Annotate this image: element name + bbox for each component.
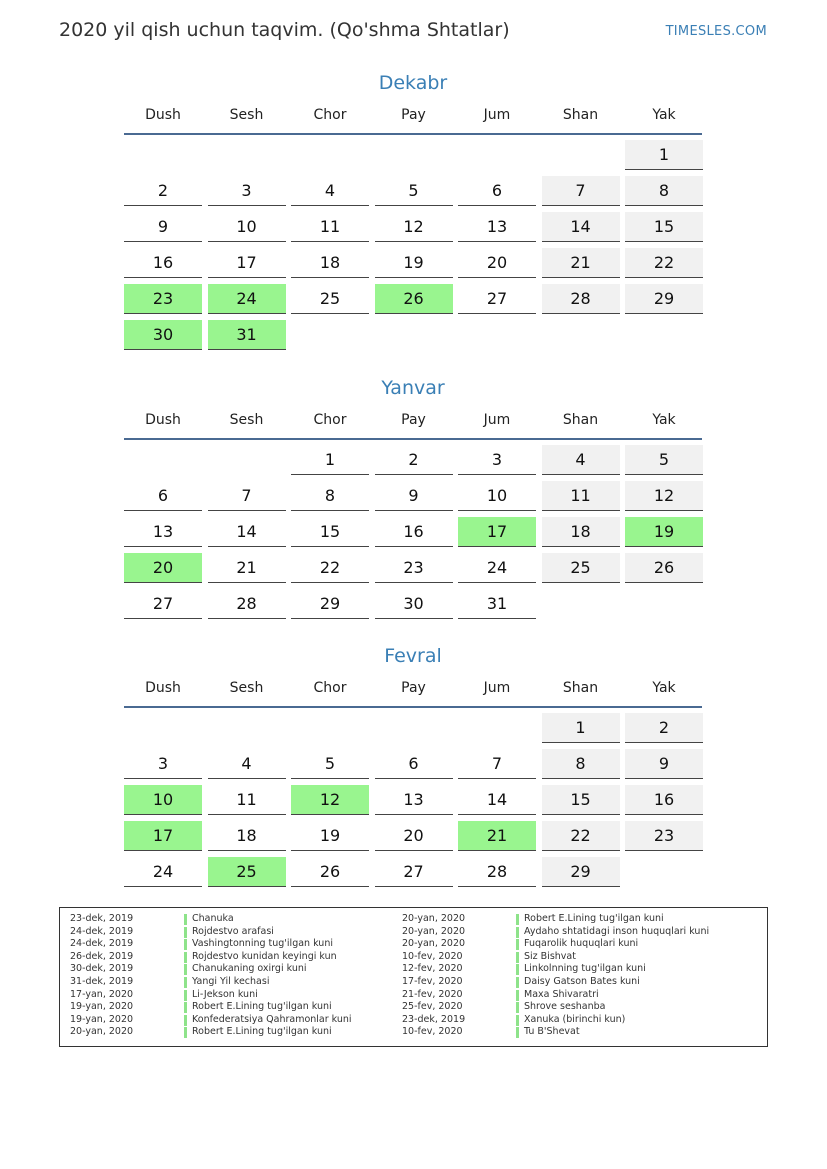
- weekday-label: Chor: [313, 107, 347, 123]
- holiday-name: Robert E.Lining tug'ilgan kuni: [192, 1026, 332, 1038]
- day-cell: 1: [542, 713, 620, 743]
- weekday-label: Dush: [145, 680, 181, 696]
- holiday-entry: [392, 989, 762, 1002]
- holiday-date: 20-yan, 2020: [402, 913, 466, 924]
- day-cell: 11: [542, 481, 620, 511]
- day-cell: 9: [124, 212, 202, 242]
- day-cell: 10: [208, 212, 286, 242]
- holiday-marker: [516, 927, 519, 938]
- day-cell: 18: [542, 517, 620, 547]
- day-cell: 5: [375, 176, 453, 206]
- holiday-date: 26-dek, 2019: [70, 950, 134, 962]
- weekday-label: Dush: [145, 107, 181, 123]
- day-cell: 24: [458, 553, 536, 583]
- day-cell: 12: [375, 212, 453, 242]
- day-cell: 25: [291, 284, 369, 314]
- day-cell: 27: [124, 589, 202, 619]
- holiday-date: 30-dek, 2019: [70, 963, 134, 975]
- day-cell: 30: [375, 589, 453, 619]
- holiday-date: 19-yan, 2020: [70, 1013, 134, 1025]
- month-february: [124, 642, 702, 893]
- day-cell: 5: [291, 749, 369, 779]
- holiday-date: 23-dek, 2019: [70, 913, 134, 924]
- day-cell: 7: [458, 749, 536, 779]
- weekday-label: Yak: [652, 107, 676, 123]
- holiday-marker: [516, 1027, 519, 1038]
- holiday-date: 17-yan, 2020: [70, 988, 134, 1000]
- holiday-name: Shrove seshanba: [524, 1001, 606, 1013]
- weekday-label: Shan: [562, 412, 599, 428]
- day-cell: 11: [208, 785, 286, 815]
- holiday-day-cell: 31: [208, 320, 286, 350]
- weekday-label: Sesh: [229, 412, 264, 428]
- holiday-entry: [60, 951, 400, 964]
- holiday-name: Daisy Gatson Bates kuni: [524, 975, 640, 987]
- holiday-name: Chanuka: [192, 913, 234, 924]
- day-cell: 4: [542, 445, 620, 475]
- day-cell: 20: [375, 821, 453, 851]
- day-cell: 6: [375, 749, 453, 779]
- holiday-name: Robert E.Lining tug'ilgan kuni: [524, 913, 664, 924]
- day-cell: 14: [208, 517, 286, 547]
- holiday-date: 19-yan, 2020: [70, 1001, 134, 1013]
- day-cell: 11: [291, 212, 369, 242]
- day-cell: 19: [291, 821, 369, 851]
- holiday-entry: [60, 926, 400, 939]
- day-cell: 13: [124, 517, 202, 547]
- day-cell: 1: [291, 445, 369, 475]
- holiday-day-cell: 12: [291, 785, 369, 815]
- holiday-day-cell: 24: [208, 284, 286, 314]
- holiday-day-cell: 26: [375, 284, 453, 314]
- weekday-label: Pay: [401, 107, 426, 123]
- holiday-marker: [184, 964, 187, 975]
- day-cell: 22: [291, 553, 369, 583]
- holiday-name: Vashingtonning tug'ilgan kuni: [192, 938, 333, 950]
- holiday-entry: [60, 1001, 400, 1014]
- day-cell: 10: [458, 481, 536, 511]
- brand-link[interactable]: TIMESLES.COM: [665, 24, 767, 39]
- day-grid: [124, 135, 702, 356]
- month-title: Dekabr: [378, 72, 448, 94]
- holiday-entry: [392, 951, 762, 964]
- day-cell: 8: [291, 481, 369, 511]
- holiday-name: Li-Jekson kuni: [192, 988, 258, 1000]
- day-cell: 16: [375, 517, 453, 547]
- weekday-label: Shan: [562, 680, 599, 696]
- day-cell: 23: [375, 553, 453, 583]
- day-cell: 9: [375, 481, 453, 511]
- holiday-marker: [184, 939, 187, 950]
- day-cell: 15: [291, 517, 369, 547]
- day-cell: 26: [291, 857, 369, 887]
- day-cell: 1: [625, 140, 703, 170]
- day-cell: 15: [625, 212, 703, 242]
- day-cell: 4: [291, 176, 369, 206]
- day-cell: 29: [625, 284, 703, 314]
- holiday-date: 17-fev, 2020: [402, 975, 463, 987]
- holiday-marker: [516, 939, 519, 950]
- weekday-label: Jum: [483, 680, 511, 696]
- holiday-marker: [516, 990, 519, 1001]
- weekday-label: Jum: [483, 412, 511, 428]
- holiday-entry: [60, 1014, 400, 1027]
- holiday-name: Tu B'Shevat: [524, 1026, 580, 1038]
- day-cell: 29: [291, 589, 369, 619]
- weekday-label: Chor: [313, 680, 347, 696]
- holiday-marker: [516, 1015, 519, 1026]
- holiday-marker: [516, 914, 519, 925]
- holiday-marker: [516, 964, 519, 975]
- weekday-label: Jum: [483, 107, 511, 123]
- holiday-entry: [60, 976, 400, 989]
- holiday-date: 31-dek, 2019: [70, 975, 134, 987]
- holiday-marker: [184, 1027, 187, 1038]
- day-cell: 22: [625, 248, 703, 278]
- day-cell: 14: [542, 212, 620, 242]
- day-cell: 23: [625, 821, 703, 851]
- holiday-name: Fuqarolik huquqlari kuni: [524, 938, 639, 950]
- day-cell: 3: [208, 176, 286, 206]
- day-cell: 21: [208, 553, 286, 583]
- holiday-date: 20-yan, 2020: [70, 1026, 134, 1038]
- holiday-marker: [184, 914, 187, 925]
- holiday-marker: [516, 952, 519, 963]
- day-cell: 7: [542, 176, 620, 206]
- day-cell: 15: [542, 785, 620, 815]
- holiday-entry: [392, 1001, 762, 1014]
- holiday-entry: [60, 989, 400, 1002]
- holiday-date: 10-fev, 2020: [402, 1026, 463, 1038]
- month-title: Yanvar: [381, 377, 445, 399]
- holiday-date: 20-yan, 2020: [402, 938, 466, 950]
- holiday-name: Rojdestvo kunidan keyingi kun: [192, 950, 337, 962]
- weekday-label: Yak: [652, 412, 676, 428]
- day-cell: 13: [375, 785, 453, 815]
- day-cell: 18: [208, 821, 286, 851]
- holiday-entry: [60, 938, 400, 951]
- holiday-name: Yangi Yil kechasi: [192, 975, 270, 987]
- day-cell: 6: [458, 176, 536, 206]
- month-january: [124, 374, 702, 625]
- weekday-label: Sesh: [229, 107, 264, 123]
- day-cell: 2: [124, 176, 202, 206]
- holiday-name: Xanuka (birinchi kun): [524, 1013, 626, 1025]
- day-cell: 5: [625, 445, 703, 475]
- holiday-entry: [392, 938, 762, 951]
- holiday-marker: [184, 977, 187, 988]
- weekday-header-row: [124, 402, 702, 438]
- holiday-entry: [60, 913, 400, 926]
- day-cell: 4: [208, 749, 286, 779]
- holiday-name: Rojdestvo arafasi: [192, 925, 274, 937]
- weekday-header-row: [124, 97, 702, 133]
- day-cell: 20: [458, 248, 536, 278]
- weekday-label: Yak: [652, 680, 676, 696]
- holiday-name: Chanukaning oxirgi kuni: [192, 963, 307, 975]
- day-cell: 26: [625, 553, 703, 583]
- holiday-day-cell: 10: [124, 785, 202, 815]
- day-cell: 3: [458, 445, 536, 475]
- holiday-date: 25-fev, 2020: [402, 1001, 463, 1013]
- holiday-date: 21-fev, 2020: [402, 988, 463, 1000]
- holiday-day-cell: 30: [124, 320, 202, 350]
- holiday-entry: [392, 963, 762, 976]
- day-cell: 27: [375, 857, 453, 887]
- holiday-marker: [516, 1002, 519, 1013]
- day-cell: 25: [542, 553, 620, 583]
- holiday-name: Konfederatsiya Qahramonlar kuni: [192, 1013, 352, 1025]
- weekday-label: Dush: [145, 412, 181, 428]
- holiday-list: [59, 907, 768, 1047]
- day-cell: 13: [458, 212, 536, 242]
- holiday-date: 24-dek, 2019: [70, 938, 134, 950]
- day-cell: 19: [375, 248, 453, 278]
- day-cell: 28: [542, 284, 620, 314]
- holiday-entry: [60, 1026, 400, 1039]
- holiday-entry: [60, 963, 400, 976]
- weekday-label: Pay: [401, 680, 426, 696]
- day-cell: 14: [458, 785, 536, 815]
- day-cell: 6: [124, 481, 202, 511]
- holiday-marker: [184, 990, 187, 1001]
- holiday-column-left: [60, 913, 400, 1039]
- month-title: Fevral: [384, 645, 442, 667]
- day-cell: 16: [625, 785, 703, 815]
- holiday-day-cell: 17: [458, 517, 536, 547]
- day-grid: [124, 708, 702, 893]
- holiday-date: 20-yan, 2020: [402, 925, 466, 937]
- holiday-date: 24-dek, 2019: [70, 925, 134, 937]
- day-cell: 31: [458, 589, 536, 619]
- holiday-day-cell: 23: [124, 284, 202, 314]
- holiday-name: Linkolnning tug'ilgan kuni: [524, 963, 646, 975]
- day-cell: 22: [542, 821, 620, 851]
- weekday-label: Chor: [313, 412, 347, 428]
- day-cell: 17: [208, 248, 286, 278]
- holiday-name: Maxa Shivaratri: [524, 988, 599, 1000]
- holiday-entry: [392, 1014, 762, 1027]
- holiday-entry: [392, 976, 762, 989]
- weekday-header-row: [124, 670, 702, 706]
- day-cell: 12: [625, 481, 703, 511]
- weekday-label: Shan: [562, 107, 599, 123]
- holiday-column-right: [392, 913, 762, 1039]
- weekday-label: Sesh: [229, 680, 264, 696]
- holiday-day-cell: 21: [458, 821, 536, 851]
- holiday-name: Robert E.Lining tug'ilgan kuni: [192, 1001, 332, 1013]
- day-cell: 2: [375, 445, 453, 475]
- day-cell: 7: [208, 481, 286, 511]
- holiday-name: Siz Bishvat: [524, 950, 576, 962]
- holiday-entry: [392, 926, 762, 939]
- day-cell: 28: [208, 589, 286, 619]
- holiday-entry: [392, 1026, 762, 1039]
- day-cell: 2: [625, 713, 703, 743]
- holiday-marker: [184, 1015, 187, 1026]
- holiday-day-cell: 20: [124, 553, 202, 583]
- holiday-marker: [184, 952, 187, 963]
- holiday-marker: [516, 977, 519, 988]
- day-cell: 3: [124, 749, 202, 779]
- holiday-date: 10-fev, 2020: [402, 950, 463, 962]
- day-cell: 28: [458, 857, 536, 887]
- page-title: 2020 yil qish uchun taqvim. (Qo'shma Shtatlar): [59, 19, 510, 41]
- holiday-date: 23-dek, 2019: [402, 1013, 466, 1025]
- month-december: [124, 69, 702, 356]
- holiday-day-cell: 17: [124, 821, 202, 851]
- holiday-marker: [184, 927, 187, 938]
- day-cell: 18: [291, 248, 369, 278]
- day-cell: 27: [458, 284, 536, 314]
- holiday-entry: [392, 913, 762, 926]
- day-cell: 8: [625, 176, 703, 206]
- day-cell: 9: [625, 749, 703, 779]
- holiday-name: Aydaho shtatidagi inson huquqlari kuni: [524, 925, 710, 937]
- day-cell: 29: [542, 857, 620, 887]
- holiday-day-cell: 25: [208, 857, 286, 887]
- day-grid: [124, 440, 702, 625]
- holiday-day-cell: 19: [625, 517, 703, 547]
- holiday-date: 12-fev, 2020: [402, 963, 463, 975]
- day-cell: 24: [124, 857, 202, 887]
- day-cell: 8: [542, 749, 620, 779]
- weekday-label: Pay: [401, 412, 426, 428]
- day-cell: 16: [124, 248, 202, 278]
- day-cell: 21: [542, 248, 620, 278]
- holiday-marker: [184, 1002, 187, 1013]
